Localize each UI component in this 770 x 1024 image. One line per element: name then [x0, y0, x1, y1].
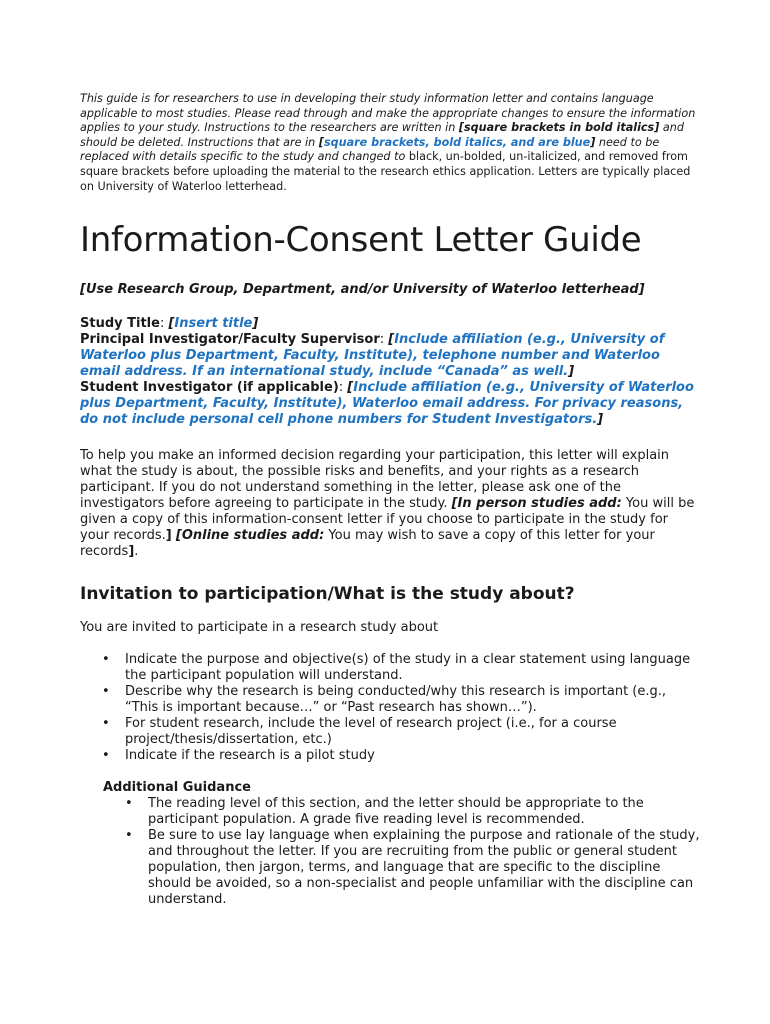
student-investigator-line: [80, 380, 700, 428]
study-details: [80, 316, 700, 428]
period: .: [134, 544, 139, 560]
list-item-text: Be sure to use lay language when explaining the purpose and rationale of the study, and throughout the letter. If you are recruiting from the public or general student population, then jargon, terms, and language that are specific to the discipline should be avoided, so a non-specialist and people unfamiliar with the discipline can understand.: [148, 828, 700, 908]
list-item: [80, 748, 700, 764]
bracket: ]: [568, 364, 575, 380]
help-text: To help you make an informed decision regarding your participation, this letter will explain what the study is about, the possible risks and benefits, and your rights as a research participant. If you do not understand something in the letter, please ask one of the investigators before agreeing to participate in the study.: [80, 448, 670, 512]
intro-text: need to be replaced with details specific to the study and changed to: [80, 135, 660, 164]
letterhead-instruction: [Use Research Group, Department, and/or University of Waterloo letterhead]: [80, 282, 645, 298]
help-paragraph: [80, 448, 700, 560]
bracket: ]: [597, 412, 604, 428]
list-item-text: Describe why the research is being conducted/why this research is important (e.g., “This is important because…” or “Past research has shown…”).: [125, 684, 667, 716]
list-item: [80, 716, 700, 748]
bracket: ]: [252, 316, 259, 332]
additional-guidance-heading: Additional Guidance: [103, 780, 251, 796]
colon: :: [159, 316, 169, 332]
guide-instructions: [80, 92, 700, 194]
purpose-bullet-list: [80, 652, 700, 764]
page-title: Information-Consent Letter Guide: [80, 220, 642, 261]
intro-text: This guide is for researchers to use in developing their study information letter and contains language applicable to most studies. Please read through and make the appropriate changes to ensure the information applies to your study. Instructions to the researchers are written in: [80, 92, 696, 135]
bracket: [: [388, 332, 395, 348]
intro-text-normal: black, un-bolded, un-italicized, and removed from square brackets before uploading the material to the research ethics application. Letters are typically placed on University of Waterloo letterhead.: [80, 150, 691, 193]
bracket: ]: [128, 544, 135, 560]
bracket: [: [168, 316, 175, 332]
list-item: [80, 652, 700, 684]
si-placeholder: Include affiliation (e.g., University of Waterloo plus Department, Faculty, Institute), Waterloo email address. For privacy reasons, do not include personal cell phone numbers for Student Investigators.: [80, 380, 694, 428]
colon: :: [338, 380, 348, 396]
list-item-text: Indicate if the research is a pilot study: [125, 748, 375, 764]
list-item: [103, 828, 700, 908]
principal-investigator-line: [80, 332, 700, 380]
online-instruction: [Online studies add:: [175, 528, 325, 544]
bullet-icon: •: [125, 796, 133, 812]
in-person-instruction: [In person studies add:: [451, 496, 622, 512]
list-item-text: For student research, include the level of research project (i.e., for a course project/thesis/dissertation, etc.): [125, 716, 617, 748]
pi-label: Principal Investigator/Faculty Supervisor: [80, 332, 380, 348]
colon: :: [379, 332, 389, 348]
document-page: [80, 92, 700, 908]
help-text: You will be given a copy of this information-consent letter if you choose to participate in the study for your records.: [80, 496, 695, 544]
section-heading: Invitation to participation/What is the study about?: [80, 584, 575, 605]
bracket: ]: [165, 528, 172, 544]
bullet-icon: •: [102, 716, 110, 732]
help-text: You may wish to save a copy of this letter for your records: [80, 528, 655, 560]
list-item-text: The reading level of this section, and the letter should be appropriate to the participant population. A grade five reading level is recommended.: [148, 796, 644, 828]
intro-bracket: [: [318, 135, 324, 149]
study-title-placeholder: Insert title: [174, 316, 253, 332]
study-title-line: [80, 316, 700, 332]
bullet-icon: •: [102, 652, 110, 668]
bracket: [: [347, 380, 354, 396]
list-item: [80, 684, 700, 716]
si-label: Student Investigator (if applicable): [80, 380, 339, 396]
bullet-icon: •: [125, 828, 133, 844]
intro-blue-brackets: square brackets, bold italics, and are blue: [323, 135, 591, 149]
list-item: [103, 796, 700, 828]
intro-text: and should be deleted. Instructions that are in: [80, 121, 684, 149]
intro-bracket: ]: [590, 135, 596, 149]
list-item-text: Indicate the purpose and objective(s) of the study in a clear statement using language the participant population will understand.: [125, 652, 691, 684]
bullet-icon: •: [102, 748, 110, 764]
pi-placeholder: Include affiliation (e.g., University of Waterloo plus Department, Faculty, Institute), telephone number and Waterloo email address. If an international study, include “Canada” as well.: [80, 332, 665, 380]
section-lead: You are invited to participate in a research study about: [80, 620, 439, 636]
bullet-icon: •: [102, 684, 110, 700]
guidance-bullet-list: [103, 796, 700, 908]
additional-guidance: [103, 780, 700, 908]
study-title-label: Study Title: [80, 316, 160, 332]
intro-bold-brackets: [square brackets in bold italics]: [458, 121, 660, 135]
